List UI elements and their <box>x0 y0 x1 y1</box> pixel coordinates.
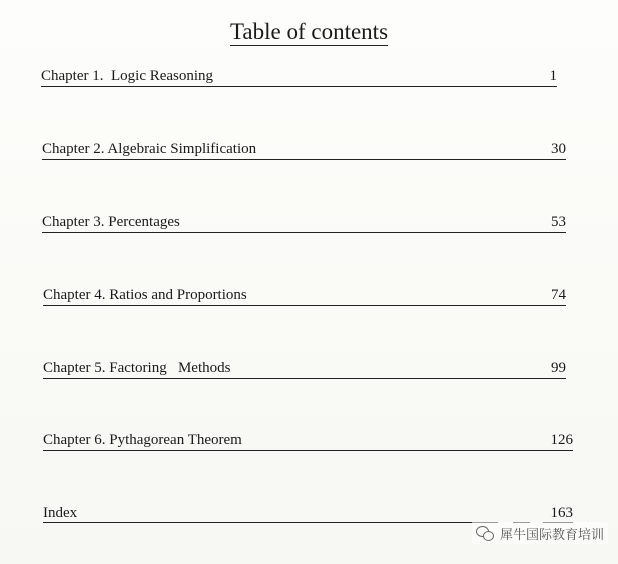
toc-entry-label: Chapter 2. Algebraic Simplification <box>42 141 257 157</box>
toc-entry-page: 163 <box>550 505 573 521</box>
watermark <box>472 522 608 544</box>
toc-entry-page: 99 <box>551 360 566 376</box>
toc-entry-chapter-4 <box>43 285 566 306</box>
watermark-text: 犀牛国际教育培训 <box>499 527 604 543</box>
toc-entry-index <box>43 503 573 523</box>
toc-entry-label: Index <box>43 505 78 521</box>
toc-entry-chapter-3 <box>42 212 566 233</box>
toc-entry-chapter-1 <box>41 66 557 87</box>
toc-entry-chapter-6 <box>43 430 573 451</box>
toc-entry-label: Chapter 3. Percentages <box>42 214 180 230</box>
page-title <box>0 18 618 46</box>
toc-entry-page: 74 <box>551 287 566 303</box>
toc-entry-page: 53 <box>551 214 566 230</box>
toc-entry-chapter-5 <box>43 358 566 379</box>
page-title-text: Table of contents <box>229 19 389 44</box>
toc-entry-page: 1 <box>549 68 557 84</box>
toc-entry-chapter-2 <box>42 139 566 160</box>
toc-entry-label: Chapter 4. Ratios and Proportions <box>43 287 247 303</box>
toc-entry-label: Chapter 1. Logic Reasoning <box>41 68 214 84</box>
toc-entry-label: Chapter 6. Pythagorean Theorem <box>43 432 242 448</box>
toc-entry-page: 30 <box>551 141 566 157</box>
toc-entry-page: 126 <box>550 432 573 448</box>
wechat-icon <box>476 525 494 541</box>
toc-entry-label: Chapter 5. Factoring Methods <box>43 360 231 376</box>
index-leader-line <box>43 522 498 523</box>
